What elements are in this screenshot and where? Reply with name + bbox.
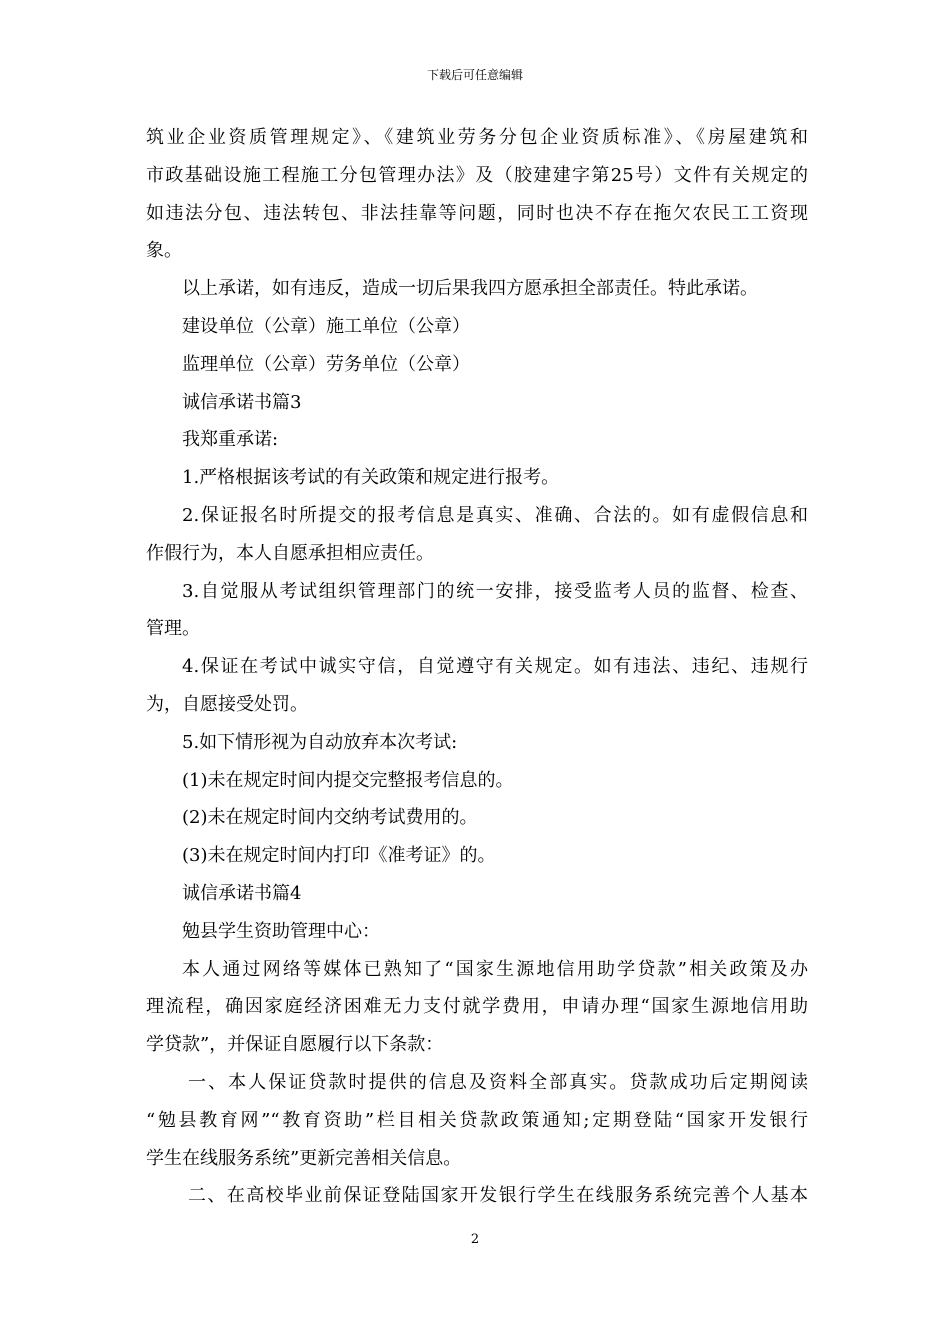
list-item: (1)未在规定时间内提交完整报考信息的。 — [182, 769, 514, 791]
text-line: 学生在线服务系统”更新完善相关信息。 — [146, 1147, 462, 1169]
text-line: 以上承诺，如有违反，造成一切后果我四方愿承担全部责任。特此承诺。 — [182, 278, 758, 300]
text-line: 市政基础设施工程施工分包管理办法》及（胶建建字第25号）文件有关规定的 — [146, 164, 808, 186]
list-item: 1.严格根据该考试的有关政策和规定进行报考。 — [182, 467, 560, 489]
document-body — [146, 119, 808, 1215]
text-line: 我郑重承诺: — [182, 429, 279, 451]
text-line: 理流程，确因家庭经济困难无力支付就学费用，申请办理“国家生源地信用助 — [146, 996, 808, 1018]
list-item: 3.自觉服从考试组织管理部门的统一安排，接受监考人员的监督、检查、 — [182, 580, 808, 602]
text-line: 管理。 — [146, 618, 200, 640]
text-line: 学贷款”，并保证自愿履行以下条款： — [146, 1034, 444, 1056]
list-item: (3)未在规定时间内打印《准考证》的。 — [182, 845, 496, 867]
text-line: “勉县教育网”“教育资助”栏目相关贷款政策通知;定期登陆“国家开发银行 — [146, 1109, 808, 1131]
list-item: (2)未在规定时间内交纳考试费用的。 — [182, 807, 478, 829]
text-line: 一、本人保证贷款时提供的信息及资料全部真实。贷款成功后定期阅读 — [188, 1071, 808, 1093]
list-item: 2.保证报名时所提交的报考信息是真实、准确、合法的。如有虚假信息和 — [182, 504, 808, 526]
page-header: 下载后可任意编辑 — [426, 68, 523, 82]
text-line: 为，自愿接受处罚。 — [146, 693, 308, 715]
text-line: 监理单位（公章）劳务单位（公章） — [182, 353, 470, 375]
list-item: 5.如下情形视为自动放弃本次考试: — [182, 731, 458, 753]
text-line: 本人通过网络等媒体已熟知了“国家生源地信用助学贷款”相关政策及办 — [182, 958, 808, 980]
section-heading: 诚信承诺书篇3 — [182, 391, 302, 413]
text-line: 如违法分包、违法转包、非法挂靠等问题，同时也决不存在拖欠农民工工资现 — [146, 202, 808, 224]
page-number: 2 — [470, 1232, 480, 1247]
list-item: 4.保证在考试中诚实守信，自觉遵守有关规定。如有违法、违纪、违规行 — [182, 656, 808, 678]
text-line: 勉县学生资助管理中心： — [182, 920, 380, 942]
text-line: 二、在高校毕业前保证登陆国家开发银行学生在线服务系统完善个人基本 — [188, 1185, 808, 1207]
text-line: 象。 — [146, 240, 182, 262]
section-heading: 诚信承诺书篇4 — [182, 882, 302, 904]
text-line: 建设单位（公章）施工单位（公章） — [182, 315, 470, 337]
text-line: 作假行为，本人自愿承担相应责任。 — [146, 542, 434, 564]
text-line: 筑业企业资质管理规定》、《建筑业劳务分包企业资质标准》、《房屋建筑和 — [146, 127, 808, 148]
